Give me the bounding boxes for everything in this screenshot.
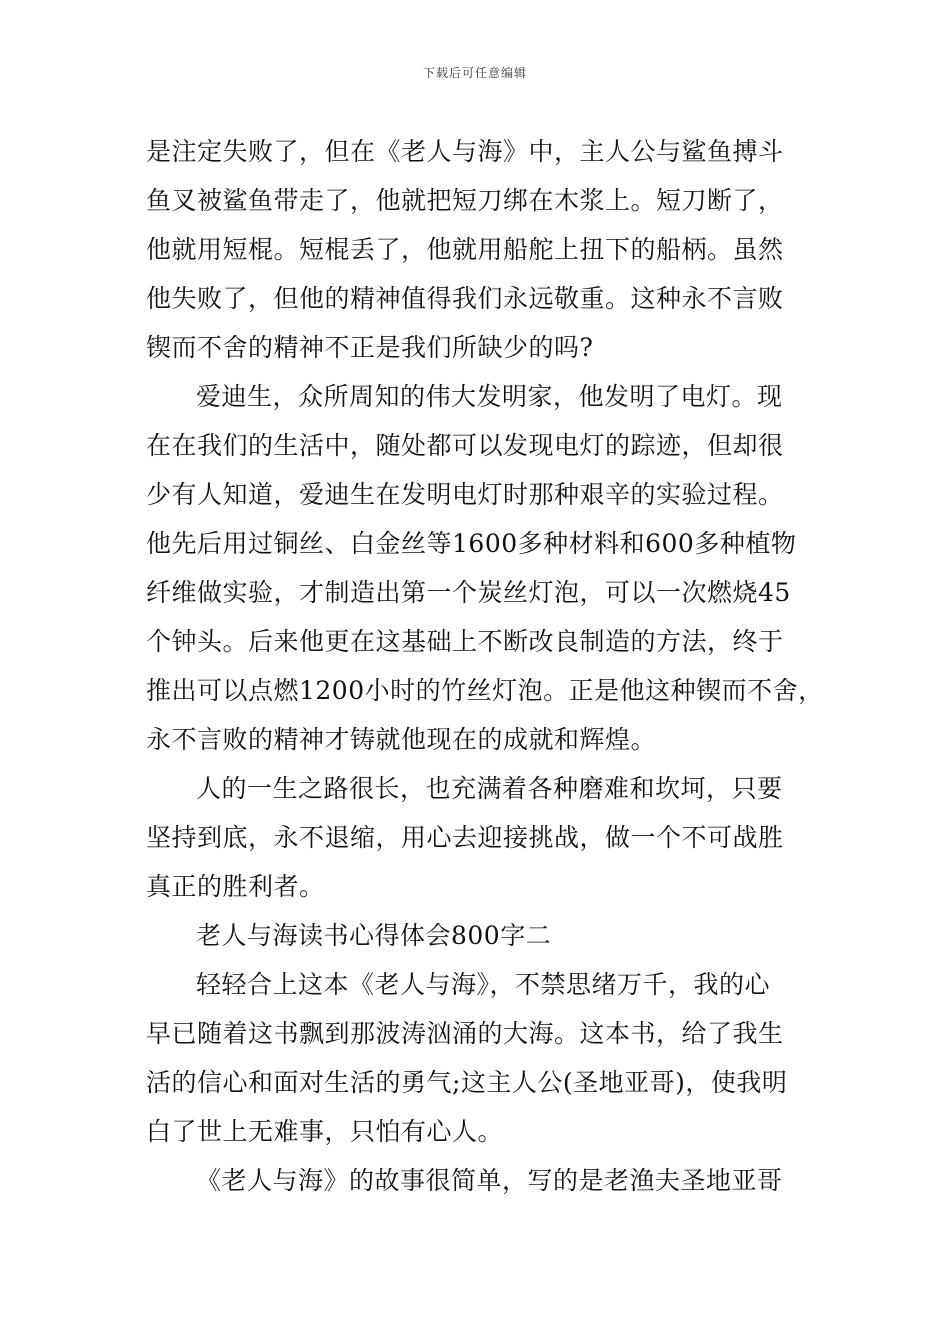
paragraph-start-line: 轻轻合上这本《老人与海》，不禁思绪万千，我的心 — [196, 970, 771, 999]
paragraph-start-line: 《老人与海》的故事很简单，写的是老渔夫圣地亚哥 — [196, 1166, 783, 1195]
text-line: 他失败了，但他的精神值得我们永远敬重。这种永不言败 — [146, 284, 784, 313]
text-line: 推出可以点燃1200小时的竹丝灯泡。正是他这种锲而不舍， — [146, 676, 824, 705]
text-line: 白了世上无难事，只怕有心人。 — [146, 1117, 504, 1146]
document-body — [146, 127, 836, 1205]
text-line: 是注定失败了，但在《老人与海》中，主人公与鲨鱼搏斗 — [146, 137, 784, 166]
text-line: 他就用短棍。短棍丢了，他就用船舵上扭下的船柄。虽然 — [146, 235, 784, 264]
text-line: 在在我们的生活中，随处都可以发现电灯的踪迹，但却很 — [146, 431, 784, 460]
text-line: 坚持到底，永不退缩，用心去迎接挑战，做一个不可战胜 — [146, 823, 784, 852]
text-line: 鱼叉被鲨鱼带走了，他就把短刀绑在木浆上。短刀断了， — [146, 186, 784, 215]
text-line: 锲而不舍的精神不正是我们所缺少的吗? — [146, 333, 594, 362]
text-line: 早已随着这书飘到那波涛汹涌的大海。这本书，给了我生 — [146, 1019, 784, 1048]
paragraph-start-line: 人的一生之路很长，也充满着各种磨难和坎坷，只要 — [196, 774, 783, 803]
text-line: 个钟头。后来他更在这基础上不断改良制造的方法，终于 — [146, 627, 784, 656]
text-line: 活的信心和面对生活的勇气;这主人公(圣地亚哥)，使我明 — [146, 1068, 788, 1097]
text-line: 纤维做实验，才制造出第一个炭丝灯泡，可以一次燃烧45 — [146, 578, 791, 607]
page-header: 下载后可任意编辑 — [422, 66, 527, 80]
text-line: 永不言败的精神才铸就他现在的成就和辉煌。 — [146, 725, 657, 754]
paragraph-start-line: 爱迪生，众所周知的伟大发明家，他发明了电灯。现 — [196, 382, 783, 411]
text-line: 真正的胜利者。 — [146, 872, 325, 901]
section-heading: 老人与海读书心得体会800字二 — [196, 921, 552, 950]
text-line: 少有人知道，爱迪生在发明电灯时那种艰辛的实验过程。 — [146, 480, 784, 509]
text-line: 他先后用过铜丝、白金丝等1600多种材料和600多种植物 — [146, 529, 797, 558]
